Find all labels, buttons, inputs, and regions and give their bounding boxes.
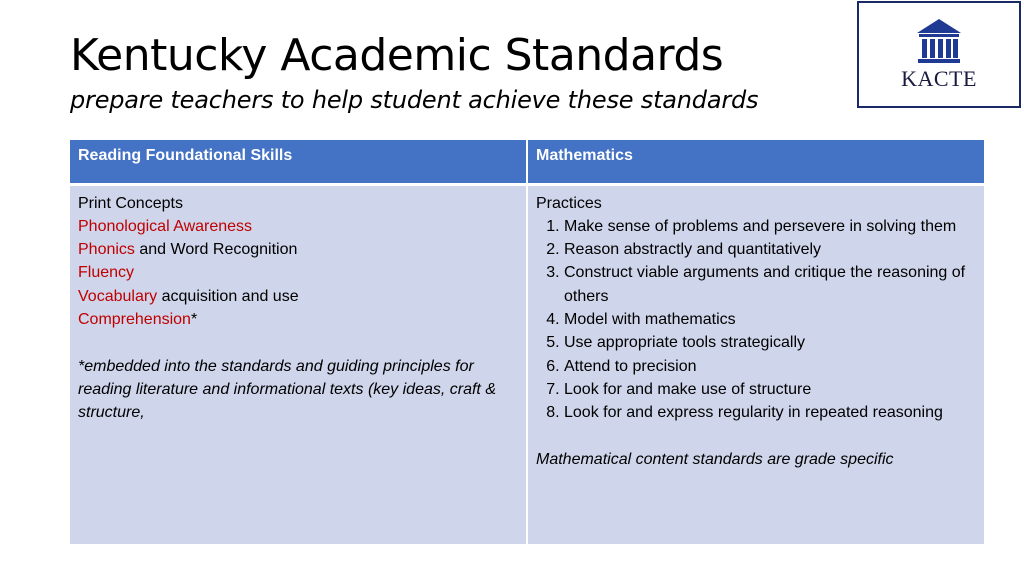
reading-rest: *	[190, 310, 198, 328]
math-note: Mathematical content standards are grade specific	[536, 450, 894, 468]
practices-list	[536, 215, 976, 425]
reading-line: Fluency	[78, 264, 135, 282]
reading-note: *embedded into the standards and guiding principles for reading literature and informational texts (key ideas, craft & structure,	[78, 357, 496, 422]
list-item: 6. Attend to precision	[564, 355, 976, 378]
reading-rest: acquisition and use	[157, 287, 299, 305]
reading-line	[78, 238, 518, 261]
reading-line	[78, 308, 518, 331]
slide-title: Kentucky Academic Standards	[70, 30, 724, 81]
spacer	[536, 424, 976, 447]
list-item: 4. Model with mathematics	[564, 308, 976, 331]
logo-text: KACTE	[901, 66, 977, 91]
kacte-logo	[857, 1, 1021, 108]
reading-line	[78, 285, 518, 308]
building-icon	[915, 19, 963, 65]
reading-rest: and Word Recognition	[134, 241, 298, 259]
list-item: 7. Look for and make use of structure	[564, 378, 976, 401]
reading-line: Phonological Awareness	[78, 217, 253, 235]
list-item: 2. Reason abstractly and quantitatively	[564, 238, 976, 261]
list-item: 5. Use appropriate tools strategically	[564, 331, 976, 354]
table-body-row	[70, 184, 984, 544]
math-heading: Practices	[536, 194, 602, 212]
header-reading: Reading Foundational Skills	[70, 140, 527, 184]
table-header-row	[70, 140, 984, 184]
slide-subtitle: prepare teachers to help student achieve these standards	[70, 86, 759, 114]
reading-line: Print Concepts	[78, 194, 183, 212]
list-item: 8. Look for and express regularity in repeated reasoning	[564, 401, 976, 424]
standards-table	[70, 140, 984, 544]
list-item: 3. Construct viable arguments and critique the reasoning of others	[564, 261, 976, 308]
reading-highlight: Phonics	[78, 241, 135, 259]
header-mathematics: Mathematics	[527, 140, 984, 184]
reading-highlight: Vocabulary	[78, 287, 158, 305]
reading-cell	[70, 184, 527, 544]
spacer	[78, 331, 518, 354]
mathematics-cell	[527, 184, 984, 544]
list-item: 1. Make sense of problems and persevere in solving them	[564, 215, 976, 238]
reading-highlight: Comprehension	[78, 310, 191, 328]
